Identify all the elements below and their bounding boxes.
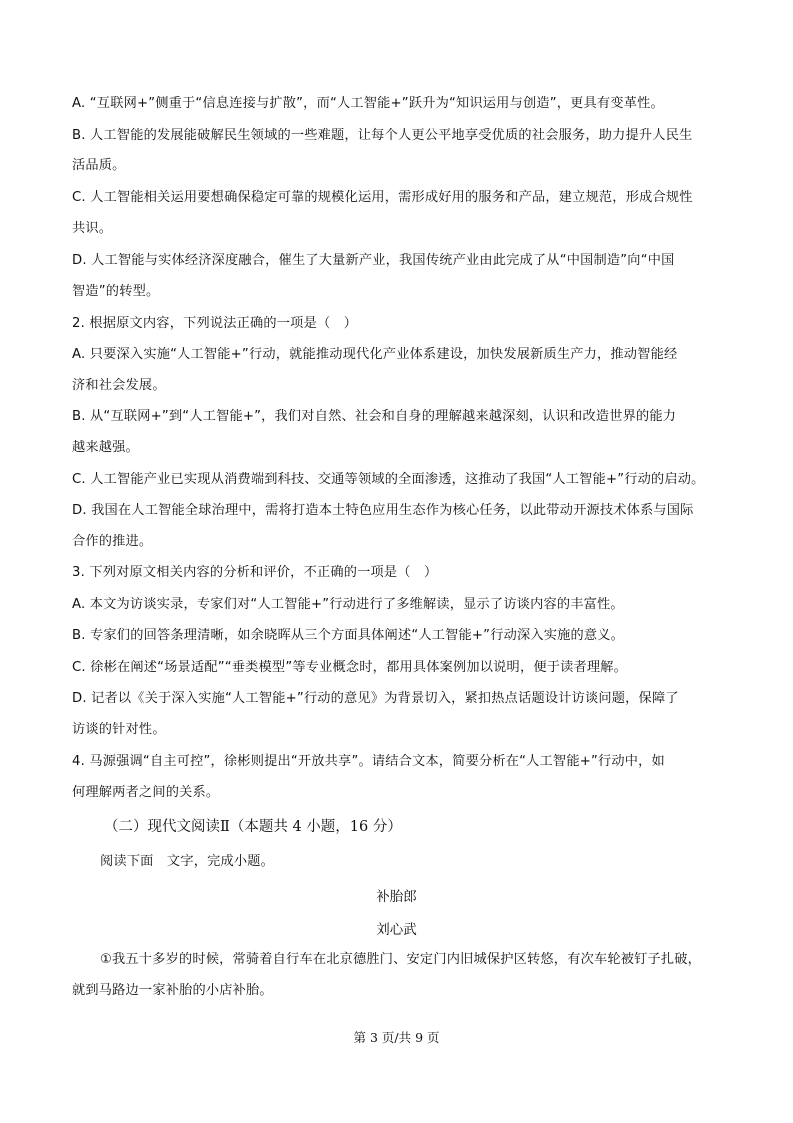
- q3-option-b: B. 专家们的回答条理清晰，如余晓晖从三个方面具体阐述“人工智能+”行动深入实施的意义。: [72, 628, 625, 643]
- passage-title: 补胎郎: [376, 889, 417, 905]
- q2-option-b: B. 从“互联网+”到“人工智能+”，我们对自然、社会和自身的理解越来越深刻，认识和改造世界的能力: [72, 409, 677, 424]
- q1-option-b: B. 人工智能的发展能破解民生领域的一些难题，让每个人更公平地享受优质的社会服务，助力提升人民生: [72, 128, 693, 143]
- q3-option-a: A. 本文为访谈实录，专家们对“人工智能+”行动进行了多维解读，显示了访谈内容的丰富性。: [72, 597, 624, 612]
- q2-option-c: C. 人工智能产业已实现从消费端到科技、交通等领域的全面渗透，这推动了我国“人工智能+”行动的启动。: [72, 472, 705, 487]
- q1-option-b-cont: 活品质。: [72, 158, 126, 173]
- q3-option-d-cont: 访谈的针对性。: [72, 722, 166, 737]
- section-heading: （二）现代文阅读Ⅱ（本题共 4 小题，16 分）: [104, 819, 402, 835]
- q2-option-d: D. 我国在人工智能全球治理中，需将打造本土特色应用生态作为核心任务，以此带动开源技术体系与国际: [72, 503, 694, 518]
- q2-option-a: A. 只要深入实施“人工智能+”行动，就能推动现代化产业体系建设，加快发展新质生产力，推动智能经: [72, 347, 678, 362]
- page-number: 第 3 页/共 9 页: [353, 1030, 440, 1045]
- q3-stem: 3. 下列对原文相关内容的分析和评价，不正确的一项是（ ）: [72, 565, 438, 580]
- q2-stem: 2. 根据原文内容，下列说法正确的一项是（ ）: [72, 316, 358, 331]
- q1-option-c-cont: 共识。: [72, 221, 113, 236]
- q2-option-d-cont: 合作的推进。: [72, 534, 153, 549]
- q2-option-a-cont: 济和社会发展。: [72, 378, 166, 393]
- q4-stem-cont: 何理解两者之间的关系。: [72, 785, 220, 800]
- passage-paragraph-1-cont: 就到马路边一家补胎的小店补胎。: [72, 983, 273, 998]
- q3-option-d: D. 记者以《关于深入实施“人工智能+”行动的意见》为背景切入，紧扣热点话题设计访谈问题，保障了: [72, 691, 679, 706]
- reading-instruction: 阅读下面 文字，完成小题。: [100, 854, 275, 869]
- q1-option-a: A. “互联网+”侧重于“信息连接与扩散”，而“人工智能+”跃升为“知识运用与创造”，更具有变革性。: [72, 96, 664, 111]
- passage-paragraph-1: ①我五十多岁的时候，常骑着自行车在北京德胜门、安定门内旧城保护区转悠，有次车轮被钉子扎破，: [100, 952, 702, 967]
- q1-option-c: C. 人工智能相关运用要想确保稳定可靠的规模化运用，需形成好用的服务和产品，建立规范，形成合规性: [72, 190, 693, 205]
- q4-stem: 4. 马源强调“自主可控”，徐彬则提出“开放共享”。请结合文本，简要分析在“人工智能+”行动中，如: [72, 754, 665, 769]
- passage-author: 刘心武: [376, 922, 417, 938]
- q2-option-b-cont: 越来越强。: [72, 440, 139, 455]
- q1-option-d: D. 人工智能与实体经济深度融合，催生了大量新产业，我国传统产业由此完成了从“中国制造”向“中国: [72, 253, 675, 268]
- q1-option-d-cont: 智造”的转型。: [72, 284, 160, 299]
- q3-option-c: C. 徐彬在阐述“场景适配”“垂类模型”等专业概念时，都用具体案例加以说明，便于读者理解。: [72, 660, 628, 675]
